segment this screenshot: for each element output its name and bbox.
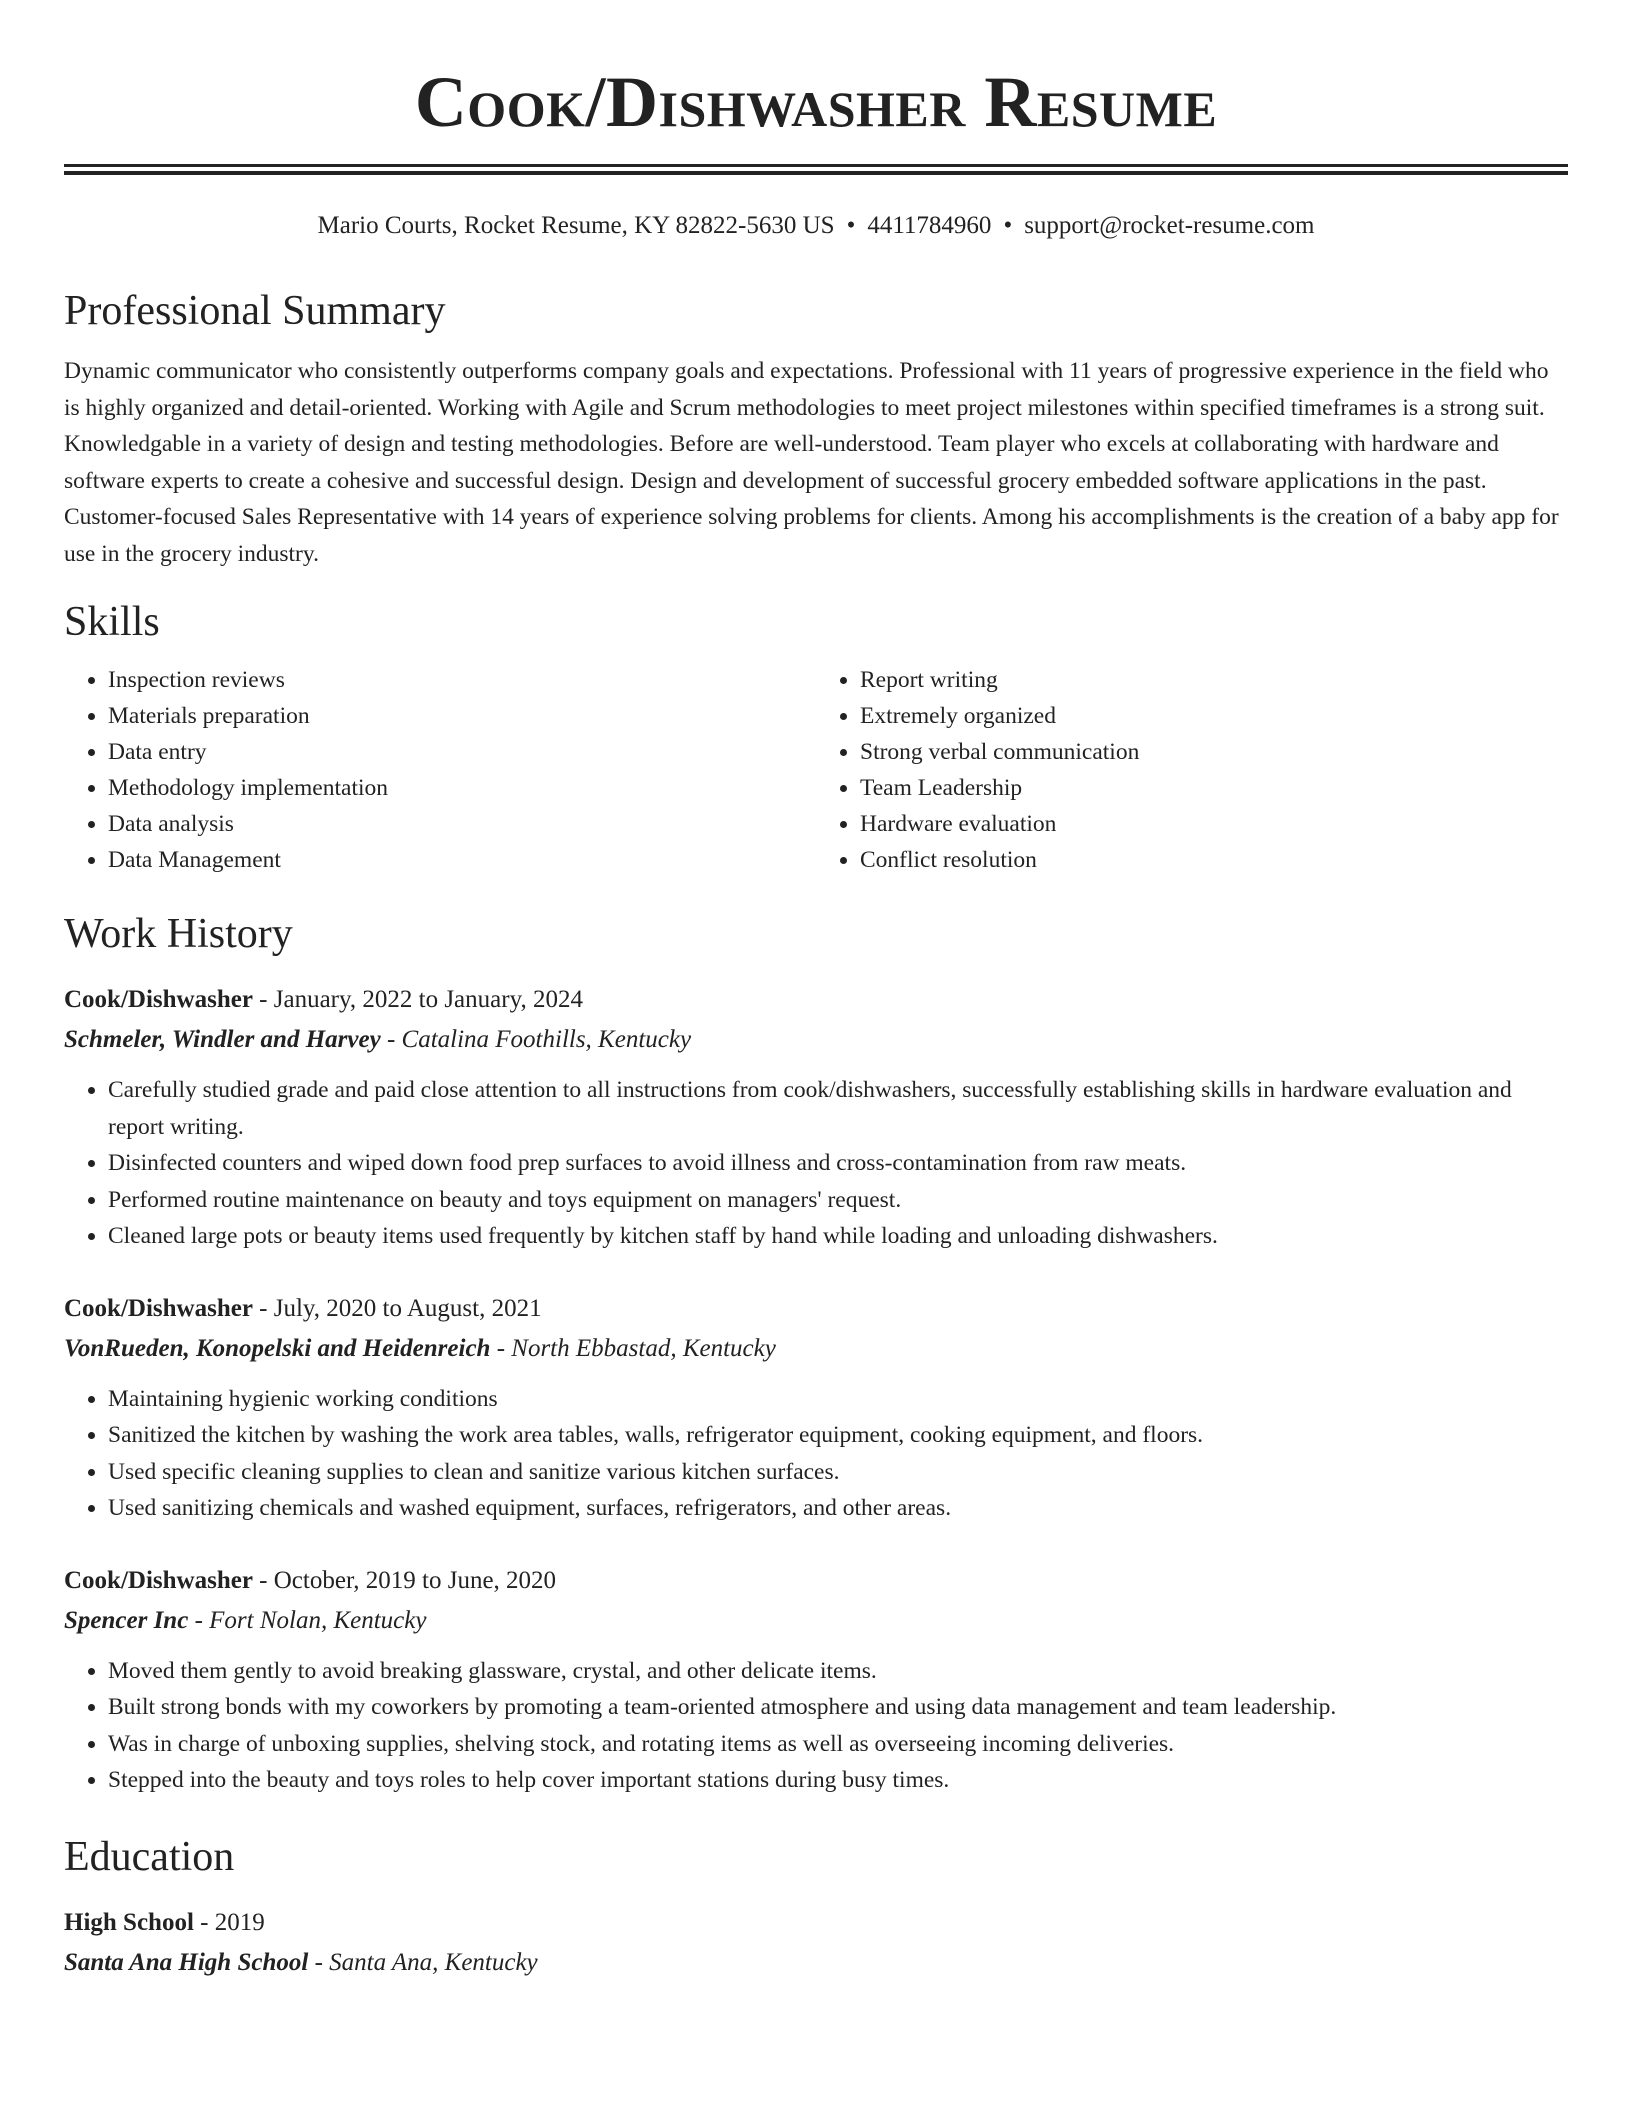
skills-columns	[64, 662, 1568, 878]
job-title-line	[64, 1561, 1568, 1601]
degree-line	[64, 1903, 1568, 1943]
company-name: Spencer Inc	[64, 1606, 189, 1634]
skill-item: • Data entry	[108, 734, 816, 770]
job-entry	[64, 1289, 1568, 1527]
company-name: VonRueden, Konopelski and Heidenreich	[64, 1334, 491, 1362]
job-bullet: • Built strong bonds with my coworkers by promoting a team-oriented atmosphere and using data management and team leadership.	[108, 1689, 1568, 1726]
job-bullet: • Stepped into the beauty and toys roles to help cover important stations during busy times.	[108, 1762, 1568, 1799]
contact-separator: •	[1003, 212, 1013, 239]
job-bullet: • Disinfected counters and wiped down food prep surfaces to avoid illness and cross-contamination from raw meats.	[108, 1145, 1568, 1182]
skill-item: • Methodology implementation	[108, 770, 816, 806]
company-name: Schmeler, Windler and Harvey	[64, 1026, 381, 1053]
school-location: - Santa Ana, Kentucky	[308, 1948, 538, 1976]
contact-email: support@rocket-resume.com	[1024, 212, 1315, 239]
education-entry	[64, 1903, 1568, 1983]
job-bullets	[64, 1381, 1568, 1527]
skill-item: • Inspection reviews	[108, 662, 816, 698]
title-divider	[64, 164, 1568, 175]
job-bullet: • Used specific cleaning supplies to clean and sanitize various kitchen surfaces.	[108, 1454, 1568, 1491]
skill-item: • Conflict resolution	[860, 842, 1568, 878]
company-location: - North Ebbastad, Kentucky	[490, 1334, 776, 1362]
job-bullet: • Cleaned large pots or beauty items used frequently by kitchen staff by hand while loading and unloading dishwashers.	[108, 1218, 1568, 1255]
job-title-line	[64, 980, 1568, 1020]
work-history-heading: Work History	[64, 911, 293, 957]
skills-left-column	[64, 662, 816, 878]
job-dates: - July, 2020 to August, 2021	[252, 1294, 542, 1322]
contact-phone: 4411784960	[867, 212, 992, 239]
job-entry	[64, 1561, 1568, 1799]
skill-item: • Data Management	[108, 842, 816, 878]
skill-item: • Team Leadership	[860, 770, 1568, 806]
job-title: Cook/Dishwasher	[64, 1566, 253, 1594]
skill-item: • Materials preparation	[108, 698, 816, 734]
job-bullet: • Carefully studied grade and paid close attention to all instructions from cook/dishwashers, successfully establishing skills in hardware evaluation and report writing.	[108, 1072, 1568, 1145]
school-line	[64, 1943, 1568, 1983]
skill-item: • Strong verbal communication	[860, 734, 1568, 770]
job-bullet: • Maintaining hygienic working conditions	[108, 1381, 1568, 1418]
skill-item: • Data analysis	[108, 806, 816, 842]
job-bullet: • Performed routine maintenance on beauty and toys equipment on managers' request.	[108, 1182, 1568, 1219]
degree: High School	[64, 1908, 194, 1936]
job-bullet: • Was in charge of unboxing supplies, shelving stock, and rotating items as well as overseeing incoming deliveries.	[108, 1726, 1568, 1763]
job-bullets	[64, 1072, 1568, 1255]
job-title-line	[64, 1289, 1568, 1329]
skill-item: • Hardware evaluation	[860, 806, 1568, 842]
company-line	[64, 1601, 1568, 1641]
contact-line	[64, 209, 1568, 243]
page-title: Cook/Dishwasher Resume	[414, 62, 1218, 142]
job-bullet: • Used sanitizing chemicals and washed equipment, surfaces, refrigerators, and other areas.	[108, 1490, 1568, 1527]
job-bullets	[64, 1653, 1568, 1799]
graduation-year: - 2019	[193, 1908, 265, 1936]
skill-item: • Extremely organized	[860, 698, 1568, 734]
summary-heading: Professional Summary	[64, 288, 446, 334]
job-title: Cook/Dishwasher	[64, 986, 253, 1013]
job-entry	[64, 980, 1568, 1255]
skill-item: • Report writing	[860, 662, 1568, 698]
company-location: - Catalina Foothills, Kentucky	[380, 1026, 692, 1053]
job-bullet: • Moved them gently to avoid breaking glassware, crystal, and other delicate items.	[108, 1653, 1568, 1690]
education-heading: Education	[64, 1833, 235, 1880]
job-dates: - January, 2022 to January, 2024	[252, 986, 583, 1013]
summary-text: Dynamic communicator who consistently outperforms company goals and expectations. Professional with 11 years of progressive experience in the field who is highly organized and detail-oriented. Working with Agile and Scrum methodologies to meet project milestones within specified timeframes is a strong suit. Knowledgable in a variety of design and testing methodologies. Before are well-understood. Team player who excels at collaborating with hardware and software experts to create a cohesive and successful design. Design and development of successful grocery embedded software applications in the past. Customer-focused Sales Representative with 14 years of experience solving problems for clients. Among his accomplishments is the creation of a baby app for use in the grocery industry.	[64, 358, 1559, 567]
skills-heading: Skills	[64, 599, 160, 645]
job-title: Cook/Dishwasher	[64, 1294, 253, 1322]
job-bullet: • Sanitized the kitchen by washing the work area tables, walls, refrigerator equipment, cooking equipment, and floors.	[108, 1417, 1568, 1454]
contact-separator: •	[846, 212, 856, 239]
company-line	[64, 1020, 1568, 1060]
job-dates: - October, 2019 to June, 2020	[252, 1566, 557, 1594]
school-name: Santa Ana High School	[64, 1948, 309, 1976]
company-line	[64, 1329, 1568, 1369]
company-location: - Fort Nolan, Kentucky	[188, 1606, 427, 1634]
contact-address: Mario Courts, Rocket Resume, KY 82822-5630 US	[317, 212, 835, 239]
skills-right-column	[816, 662, 1568, 878]
